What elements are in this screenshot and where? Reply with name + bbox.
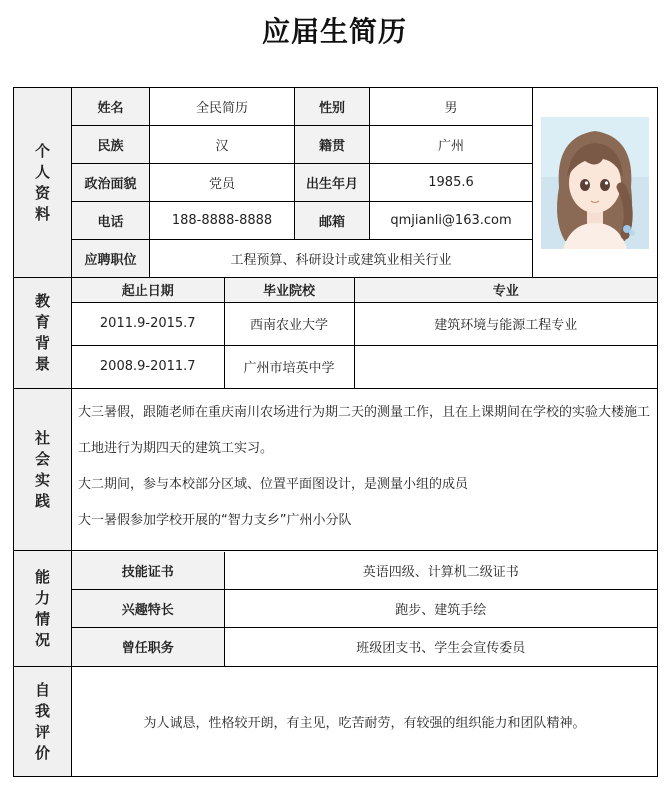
origin-value: 广州 xyxy=(370,126,533,164)
ability-value: 班级团支书、学生会宣传委员 xyxy=(224,628,657,666)
ability-value: 英语四级、计算机二级证书 xyxy=(224,552,657,590)
table-row xyxy=(72,552,657,590)
ethnicity-value: 汉 xyxy=(150,126,295,164)
avatar xyxy=(541,117,649,249)
edu-header-major: 专业 xyxy=(354,278,657,302)
edu-header-school: 毕业院校 xyxy=(224,278,354,302)
email-label: 邮箱 xyxy=(295,202,370,240)
section-practice: 社会实践 xyxy=(14,389,72,551)
gender-label: 性别 xyxy=(295,88,370,126)
section-ability: 能力情况 xyxy=(14,551,72,667)
name-label: 姓名 xyxy=(72,88,150,126)
edu-school: 广州市培英中学 xyxy=(224,345,354,388)
education-table xyxy=(72,278,657,388)
practice-content xyxy=(72,389,658,551)
ethnicity-label: 民族 xyxy=(72,126,150,164)
job-label: 应聘职位 xyxy=(72,240,150,278)
table-row xyxy=(72,590,657,628)
page-title: 应届生简历 xyxy=(261,15,407,48)
edu-dates: 2008.9-2011.7 xyxy=(72,345,224,388)
email-value: qmjianli@163.com xyxy=(370,202,533,240)
table-row xyxy=(72,345,657,388)
table-row xyxy=(72,302,657,345)
table-row xyxy=(72,628,657,666)
edu-header-dates: 起止日期 xyxy=(72,278,224,302)
self-eval-text: 为人诚恳，性格较开朗，有主见，吃苦耐劳，有较强的组织能力和团队精神。 xyxy=(72,667,658,777)
section-education: 教育背景 xyxy=(14,278,72,389)
education-table-cell xyxy=(72,278,658,389)
edu-dates: 2011.9-2015.7 xyxy=(72,302,224,345)
ability-value: 跑步、建筑手绘 xyxy=(224,590,657,628)
edu-major: 建筑环境与能源工程专业 xyxy=(354,302,657,345)
birth-label: 出生年月 xyxy=(295,164,370,202)
photo-cell xyxy=(533,88,658,278)
resume-table xyxy=(13,87,658,777)
ability-label: 曾任职务 xyxy=(72,628,224,666)
edu-school: 西南农业大学 xyxy=(224,302,354,345)
gender-value: 男 xyxy=(370,88,533,126)
name-value: 全民简历 xyxy=(150,88,295,126)
phone-label: 电话 xyxy=(72,202,150,240)
edu-major xyxy=(354,345,657,388)
politics-label: 政治面貌 xyxy=(72,164,150,202)
politics-value: 党员 xyxy=(150,164,295,202)
phone-value: 188-8888-8888 xyxy=(150,202,295,240)
section-self-eval: 自我评价 xyxy=(14,667,72,777)
practice-item: 大二期间，参与本校部分区域、位置平面图设计，是测量小组的成员 xyxy=(78,477,469,492)
job-value: 工程预算、科研设计或建筑业相关行业 xyxy=(150,240,533,278)
origin-label: 籍贯 xyxy=(295,126,370,164)
birth-value: 1985.6 xyxy=(370,164,533,202)
ability-table xyxy=(72,552,657,666)
practice-item: 大一暑假参加学校开展的“智力支乡”广州小分队 xyxy=(78,513,352,528)
ability-label: 技能证书 xyxy=(72,552,224,590)
ability-table-cell xyxy=(72,551,658,667)
ability-label: 兴趣特长 xyxy=(72,590,224,628)
section-personal: 个人资料 xyxy=(14,88,72,278)
practice-item: 大三暑假，跟随老师在重庆南川农场进行为期二天的测量工作，且在上课期间在学校的实验大楼施工工地进行为期四天的建筑工实习。 xyxy=(78,405,651,456)
